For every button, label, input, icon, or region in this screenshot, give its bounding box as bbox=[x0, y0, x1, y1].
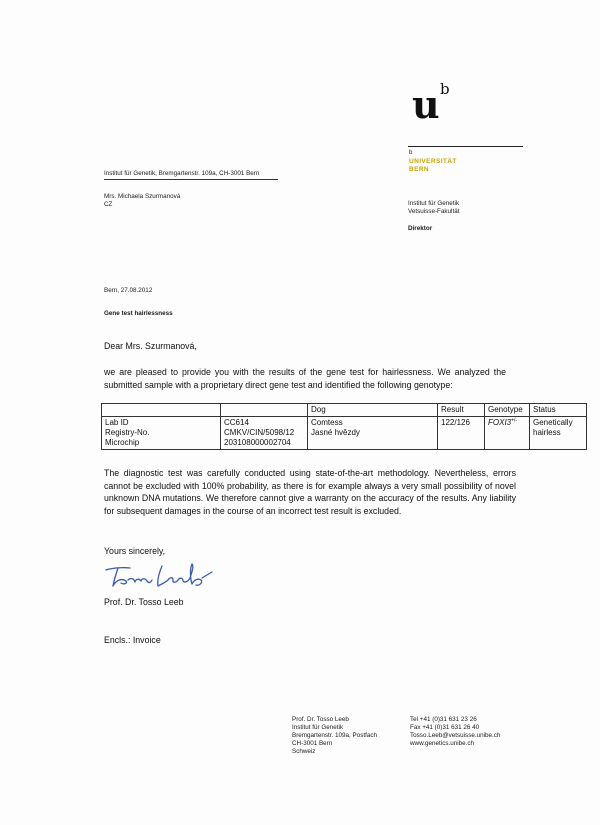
genotype-cell bbox=[485, 417, 530, 450]
logo-divider bbox=[408, 146, 523, 147]
university-logo-b: b bbox=[440, 80, 450, 98]
footer-address-line: Prof. Dr. Tosso Leeb bbox=[292, 716, 349, 723]
table-header-cell bbox=[221, 404, 308, 417]
table-header-dog: Dog bbox=[308, 404, 438, 417]
dog-name: Comtess bbox=[311, 418, 343, 427]
letter-subject: Gene test hairlessness bbox=[104, 310, 173, 317]
closing: Yours sincerely, bbox=[104, 546, 166, 556]
sender-address: Institut für Genetik, Bremgartenstr. 109a, CH-3001 Bern bbox=[104, 170, 260, 177]
director-label: Direktor bbox=[408, 225, 433, 232]
university-name bbox=[409, 158, 457, 174]
footer-website: www.genetics.unibe.ch bbox=[410, 740, 475, 747]
logo-small-b: b bbox=[409, 150, 413, 156]
status-cell: Genetically hairless bbox=[530, 417, 587, 450]
university-logo-u: u bbox=[412, 82, 439, 127]
microchip-label: Microchip bbox=[105, 438, 140, 447]
footer-address bbox=[292, 716, 377, 756]
microchip-value: 203108000002704 bbox=[224, 438, 291, 447]
enclosures: Encls.: Invoice bbox=[104, 635, 161, 645]
genotype-superscript: +/- bbox=[511, 417, 518, 424]
signer-name: Prof. Dr. Tosso Leeb bbox=[104, 597, 184, 607]
id-labels-cell bbox=[102, 417, 221, 450]
signature-graphic bbox=[104, 560, 214, 592]
recipient-country: CZ bbox=[104, 201, 113, 208]
footer-address-line: Bremgartenstr. 109a, Postfach bbox=[292, 732, 378, 739]
table-row bbox=[102, 417, 587, 450]
department-line1: Institut für Genetik bbox=[408, 200, 460, 207]
table-header-cell bbox=[102, 404, 221, 417]
table-header-row bbox=[102, 404, 587, 417]
lab-id-value: CC614 bbox=[224, 418, 249, 427]
table-header-result: Result bbox=[438, 404, 485, 417]
footer-contact bbox=[410, 716, 500, 748]
footer-address-line: CH-3001 Bern bbox=[292, 740, 333, 747]
footer-fax: Fax +41 (0)31 631 26 40 bbox=[410, 724, 480, 731]
dog-cell bbox=[308, 417, 438, 450]
salutation: Dear Mrs. Szurmanová, bbox=[104, 341, 197, 351]
letter-date: Bern, 27.08.2012 bbox=[104, 287, 153, 294]
sender-underline bbox=[104, 179, 278, 180]
result-cell: 122/126 bbox=[438, 417, 485, 450]
department-block bbox=[408, 200, 459, 216]
results-table bbox=[101, 403, 587, 450]
recipient-block bbox=[104, 193, 180, 209]
id-values-cell bbox=[221, 417, 308, 450]
recipient-name: Mrs. Michaela Szurmanová bbox=[104, 193, 181, 200]
department-line2: Vetsuisse-Fakultät bbox=[408, 208, 460, 215]
intro-paragraph: we are pleased to provide you with the results of the gene test for hairlessness. We analyzed the submitted sample with a proprietary direct gene test and identified the following genotype: bbox=[104, 367, 506, 390]
genotype-value: FOXI3 bbox=[488, 418, 512, 427]
registry-label: Registry-No. bbox=[105, 428, 150, 437]
footer-address-line: Institut für Genetik bbox=[292, 724, 344, 731]
footer-email: Tosso.Leeb@vetsuisse.unibe.ch bbox=[410, 732, 501, 739]
university-name-line2: BERN bbox=[409, 166, 430, 173]
lab-id-label: Lab ID bbox=[105, 418, 129, 427]
table-header-genotype: Genotype bbox=[485, 404, 530, 417]
kennel-name: Jasné hvězdy bbox=[311, 428, 360, 437]
registry-value: CMKV/CIN/5098/12 bbox=[224, 428, 295, 437]
university-name-line1: UNIVERSITÄT bbox=[409, 158, 457, 165]
footer-address-line: Schweiz bbox=[292, 748, 316, 755]
disclaimer-paragraph: The diagnostic test was carefully conducted using state-of-the-art methodology. Nevertheless, errors cannot be excluded with 100% probability, as there is for example always a very small possibility of novel unknown DNA mutations. We therefore cannot give a warranty on the accuracy of the results. Any liability for subsequent damages in the course of an incorrect test result is excluded. bbox=[104, 468, 516, 516]
footer-phone: Tel +41 (0)31 631 23 26 bbox=[410, 716, 477, 723]
table-header-status: Status bbox=[530, 404, 587, 417]
